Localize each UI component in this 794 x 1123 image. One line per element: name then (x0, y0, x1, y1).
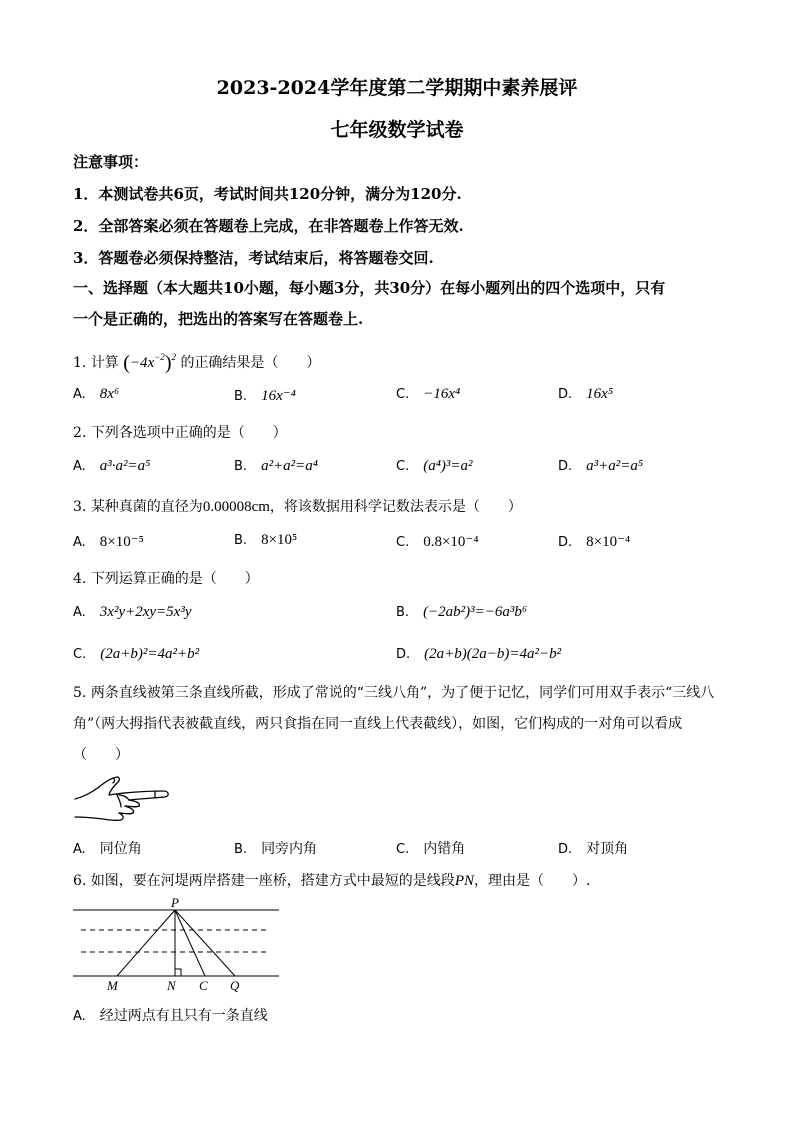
question-5-option-b[interactable]: B. 同旁内角 (234, 841, 318, 857)
question-3-pre: 某种真菌的直径为 (90, 499, 203, 515)
question-3-option-b[interactable]: B. 8×10⁵ (234, 532, 298, 548)
notice-item-3: 3．答题卷必须保持整洁，考试结束后，将答题卷交回. (73, 249, 434, 267)
section-heading-line-1: 一、选择题（本大题共10小题，每小题3分，共30分）在每小题列出的四个选项中，只有 (73, 279, 666, 297)
question-2-stem (73, 422, 287, 442)
question-3-option-d[interactable]: D. 8×10⁻⁴ (558, 534, 631, 550)
label-m: M (107, 978, 118, 993)
question-2-option-d[interactable]: D. a³+a²=a⁵ (558, 458, 644, 474)
question-5-option-a[interactable]: A. 同位角 (73, 841, 142, 857)
question-number: 5. (73, 685, 87, 701)
notice-item-1: 1．本测试卷共6页，考试时间共120分钟，满分为120分. (73, 185, 462, 203)
question-6-option-a[interactable]: A. 经过两点有且只有一条直线 (73, 1008, 268, 1024)
label-q: Q (230, 978, 240, 993)
question-5-stem-line-3: （ ） (73, 747, 129, 763)
question-4-option-c[interactable]: C. (2a+b)²=4a²+b² (73, 646, 200, 662)
question-3-value: 0.00008cm (202, 499, 270, 515)
question-1-option-c[interactable]: C. −16x⁴ (396, 386, 461, 402)
question-1-pre: 计算 (90, 355, 119, 371)
question-6-stem: 6. 如图，要在河堤两岸搭建一座桥，搭建方式中最短的是线段PN，理由是（ ）. (73, 873, 591, 889)
question-1-expression: $(-4x^{-2})^2$ (123, 352, 176, 374)
label-p: P (171, 895, 179, 910)
bridge-figure (73, 896, 283, 996)
question-4-option-a[interactable]: A. 3x²y+2xy=5x³y (73, 604, 192, 620)
question-6-variable: PN (454, 873, 474, 889)
question-2-text: 下列各选项中正确的是（ ） (90, 425, 287, 441)
question-3-post: ，将该数据用科学记数法表示是（ ） (269, 499, 522, 515)
notice-item-2: 2．全部答案必须在答题卷上完成，在非答题卷上作答无效. (73, 217, 464, 235)
question-4-option-d[interactable]: D. (2a+b)(2a−b)=4a²−b² (396, 646, 562, 662)
question-number: 4. (73, 571, 87, 587)
segment-pm (117, 910, 175, 976)
exam-title: 2023-2024学年度第二学期期中素养展评 (216, 77, 578, 99)
segment-pc (175, 910, 205, 976)
question-number: 3. (73, 499, 87, 515)
question-number: 2. (73, 425, 87, 441)
exam-subtitle: 七年级数学试卷 (330, 119, 464, 141)
question-5-stem-line-2: 角”（两大拇指代表被截直线，两只食指在同一直线上代表截线），如图，它们构成的一对角可以看成 (73, 716, 683, 732)
question-2-option-c[interactable]: C. (a⁴)³=a² (396, 458, 473, 474)
question-4-option-b[interactable]: B. (−2ab²)³=−6a³b⁶ (396, 604, 528, 620)
question-4-stem (73, 568, 259, 588)
question-number: 1. (73, 355, 87, 371)
question-2-option-a[interactable]: A. a³·a²=a⁵ (73, 458, 151, 474)
question-2-option-b[interactable]: B. a²+a²=a⁴ (234, 458, 319, 474)
hands-figure (73, 773, 173, 829)
question-5-option-d[interactable]: D. 对顶角 (558, 841, 629, 857)
question-1-option-a[interactable]: A. 8x⁶ (73, 386, 120, 402)
question-3-option-a[interactable]: A. 8×10⁻⁵ (73, 534, 144, 550)
section-heading-line-2: 一个是正确的，把选出的答案写在答题卷上. (73, 310, 364, 328)
label-n: N (167, 978, 176, 993)
question-1-post: 的正确结果是（ ） (180, 355, 321, 371)
question-5-option-c[interactable]: C. 内错角 (396, 841, 466, 857)
question-3-option-c[interactable]: C. 0.8×10⁻⁴ (396, 534, 479, 550)
segment-pq (175, 910, 235, 976)
question-1-stem (73, 352, 320, 375)
question-1-option-b[interactable]: B. 16x⁻⁴ (234, 388, 296, 404)
right-angle-mark (175, 969, 181, 976)
question-4-text: 下列运算正确的是（ ） (90, 571, 259, 587)
notice-heading: 注意事项： (73, 153, 149, 171)
question-number: 6. (73, 873, 87, 889)
label-c: C (199, 978, 208, 993)
question-3-stem (73, 496, 522, 516)
question-1-option-d[interactable]: D. 16x⁵ (558, 386, 614, 402)
question-5-stem-line-1: 5. 两条直线被第三条直线所截，形成了常说的“三线八角”，为了便于记忆，同学们可用双手表示“三线八 (73, 685, 715, 701)
